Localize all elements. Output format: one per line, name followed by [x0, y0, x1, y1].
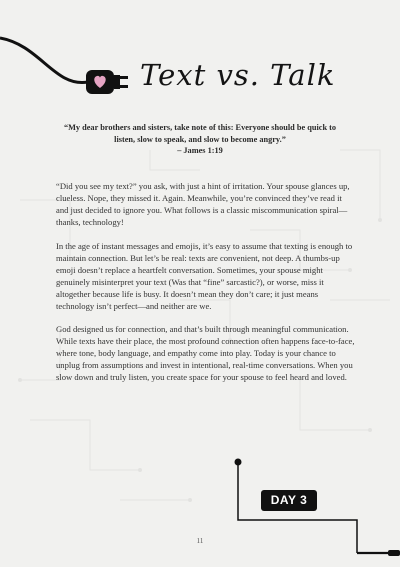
page-number: 11	[196, 537, 204, 545]
page-title: Text vs. Talk	[140, 58, 336, 92]
quote-text: “My dear brothers and sisters, take note of this: Everyone should be quick to listen, slow to speak, and slow to become angry.”	[63, 123, 337, 144]
paragraph: “Did you see my text?” you ask, with just a hint of irritation. Your spouse glances up, clueless. Nope, they missed it. Again. Meanwhile, you’re convinced they’ve read it and just decided to ignore you. What follows is a classic miscommunication spiral—thanks, technology!	[56, 181, 350, 227]
scripture-quote	[60, 122, 340, 157]
day-badge: DAY 3	[261, 490, 317, 511]
body-text	[56, 180, 356, 395]
power-plug-icon	[86, 70, 128, 94]
paragraph: In the age of instant messages and emojis, it’s easy to assume that texting is enough to maintain connection. But let’s be real: texts are convenient, not deep. A thumbs-up emoji doesn’t replace a heartfelt conversation. Sometimes, your spouse might genuinely misinterpret your text (Was that “fine” sarcastic?), or worse, miss it altogether because life is busy. It doesn’t mean they don’t care; it just means technology isn’t perfect—and neither are we.	[56, 240, 353, 311]
quote-reference: – James 1:19	[177, 146, 223, 155]
circuit-line-decoration	[235, 459, 400, 557]
paragraph: God designed us for connection, and that’s built through meaningful communication. While texts have their place, the most profound connection often happens face-to-face, where tone, body language, and empathy come into play. Today is your chance to unplug from assumptions and invest in intentional, real-time conversations. When you slow down and truly listen, you create space for your spouse to feel heard and loved.	[56, 324, 355, 382]
